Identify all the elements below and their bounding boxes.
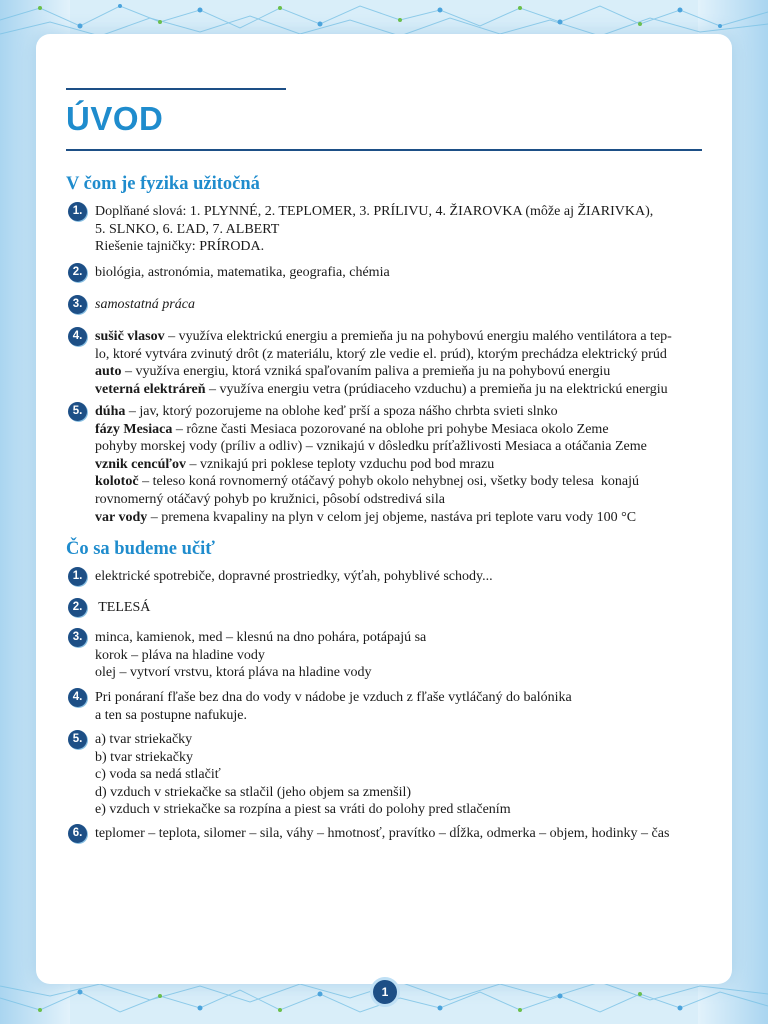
answer-item [68,328,708,398]
line-text: – využíva elektrickú energiu a premieňa ju na pohybovú energiu malého ventilátora a tep- [164,329,672,344]
item-text [95,203,708,256]
bold-term: var vody [95,509,148,525]
line-text: TELESÁ [95,600,151,615]
text-line [95,421,708,439]
line-text: 5. SLNKO, 6. ĽAD, 7. ALBERT [95,221,280,237]
line-text: olej – vytvorí vrstvu, ktorá pláva na hladine vody [95,665,372,681]
text-line [95,801,708,819]
answer-item [68,403,708,526]
answer-item [68,203,708,256]
line-text: lo, ktoré vytvára zvinutý drôt (z materiálu, ktorý zle vedie el. prúd), ktorým prechádza elektrický prúd [95,346,667,362]
line-text: Doplňané slová: 1. PLYNNÉ, 2. TEPLOMER, 3. PRÍLIVU, 4. ŽIAROVKA (môže aj ŽIARIVKA), [95,204,654,219]
bold-term: vznik cencúľov [95,456,186,472]
text-line [95,629,708,647]
answer-item [68,689,708,724]
line-text: – jav, ktorý pozorujeme na oblohe keď prší a spoza nášho chrbta svieti slnko [125,404,558,419]
item-text [95,568,708,586]
page-number: 1 [373,980,397,1004]
title-rule-top [66,88,286,90]
line-text: – rôzne časti Mesiaca pozorované na oblohe pri pohybe Mesiaca okolo Zeme [172,421,609,437]
item-number-badge: 3. [68,295,87,314]
item-text [95,328,708,398]
text-line [95,784,708,802]
item-number-badge: 5. [68,402,87,421]
page-title: ÚVOD [66,100,164,137]
line-text: Pri ponáraní fľaše bez dna do vody v nádobe je vzduch z fľaše vytláčaný do balónika [95,690,572,705]
text-line [95,238,708,256]
item-text [95,689,708,724]
text-line [95,731,708,749]
text-line [95,203,708,221]
item-text [95,599,708,617]
line-text: a ten sa postupne nafukuje. [95,707,248,723]
line-text: – premena kvapaliny na plyn v celom jej objeme, nastáva pri teplote varu vody 100 °C [147,509,637,525]
section-title: Čo sa budeme učiť [66,539,215,559]
section-title: V čom je fyzika užitočná [66,174,260,194]
text-line [95,689,708,707]
answer-item [68,599,708,617]
text-line [95,707,708,725]
line-text: d) vzduch v striekačke sa stlačil (jeho objem sa zmenšil) [95,784,412,800]
text-line [95,381,708,399]
text-line [95,456,708,474]
item-text [95,629,708,682]
item-number-badge: 5. [68,730,87,749]
line-text: elektrické spotrebiče, dopravné prostriedky, výťah, pohyblivé schody... [95,569,493,584]
text-line [95,749,708,767]
answer-item [68,825,708,843]
item-text [95,731,708,819]
text-line [95,264,708,282]
line-text: – využíva energiu vetra (prúdiaceho vzduchu) a premieňa ju na elektrickú energiu [205,381,668,397]
line-text: pohyby morskej vody (príliv a odliv) – vznikajú v dôsledku príťažlivosti Mesiaca a otáčania Zeme [95,439,647,455]
text-line [95,438,708,456]
line-text: minca, kamienok, med – klesnú na dno pohára, potápajú sa [95,630,427,645]
item-number-badge: 6. [68,824,87,843]
bold-term: sušič vlasov [95,329,165,344]
bold-term: dúha [95,404,126,419]
line-text: rovnomerný otáčavý pohyb po kružnici, pôsobí odstredivá sila [95,491,445,507]
answer-item [68,264,708,282]
line-text: teplomer – teplota, silomer – sila, váhy – hmotnosť, pravítko – dĺžka, odmerka – objem, hodinky – čas [95,826,670,841]
item-number-badge: 4. [68,327,87,346]
text-line [95,363,708,381]
answer-item [68,731,708,819]
line-text: – využíva energiu, ktorá vzniká spaľovaním paliva a premieňa ju na pohybovú energiu [121,364,611,380]
answer-item [68,296,708,314]
text-line [95,221,708,239]
line-text: biológia, astronómia, matematika, geografia, chémia [95,265,390,280]
text-line [95,473,708,491]
item-number-badge: 1. [68,567,87,586]
line-text: c) voda sa nedá stlačiť [95,767,221,783]
title-rule-bottom [66,149,702,151]
line-text: Riešenie tajničky: PRÍRODA. [95,239,265,255]
text-line [95,664,708,682]
item-number-badge: 4. [68,688,87,707]
answer-item [68,629,708,682]
line-text: a) tvar striekačky [95,732,193,747]
text-line [95,647,708,665]
text-line [95,296,708,314]
answer-item [68,568,708,586]
line-text: – teleso koná rovnomerný otáčavý pohyb okolo nehybnej osi, všetky body telesa konajú [138,474,639,490]
text-line [95,599,708,617]
bold-term: fázy Mesiaca [95,421,173,437]
bold-term: kolotoč [95,474,139,490]
line-text: samostatná práca [95,297,195,312]
line-text: korok – pláva na hladine vody [95,647,265,663]
line-text: b) tvar striekačky [95,749,193,765]
item-text [95,825,708,843]
item-text [95,296,708,314]
bold-term: veterná elektráreň [95,381,206,397]
item-number-badge: 3. [68,628,87,647]
text-line [95,509,708,527]
text-line [95,568,708,586]
item-number-badge: 1. [68,202,87,221]
line-text: e) vzduch v striekačke sa rozpína a piest sa vráti do polohy pred stlačením [95,802,511,818]
text-line [95,825,708,843]
bold-term: auto [95,364,122,380]
text-line [95,328,708,346]
item-number-badge: 2. [68,598,87,617]
text-line [95,766,708,784]
text-line [95,491,708,509]
item-text [95,403,708,526]
item-number-badge: 2. [68,263,87,282]
line-text: – vznikajú pri poklese teploty vzduchu pod bod mrazu [185,456,495,472]
text-line [95,403,708,421]
item-text [95,264,708,282]
text-line [95,346,708,364]
